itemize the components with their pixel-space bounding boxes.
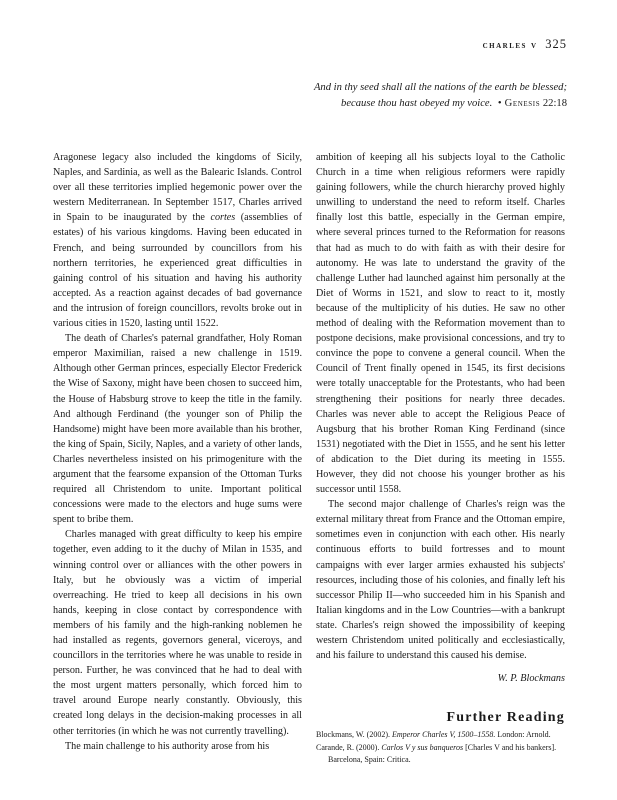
right-column (316, 150, 565, 767)
epigraph-line-2 (247, 96, 567, 112)
left-column (53, 150, 302, 754)
paragraph: The main challenge to his authority arose from his (65, 740, 270, 752)
reference-author: Carande, R. (2000). (316, 742, 382, 752)
running-head (483, 37, 567, 52)
paragraph: The second major challenge of Charles's reign was the external military threat from France and the Ottoman empire, sometimes even in conjunction with each other. His nearly continuous efforts to build fortresses and to mount campaigns with ever larger armies exhausted his subjects' resources, including those of his colonies, and finally left his successor Philip II—who succeeded him in his Spanish and Italian kingdoms and in the Low Countries—with a bankrupt state. Charles's reign showed the impossibility of keeping western Christendom united politically and ecclesiastically, and his failure to understand this caused his demise. (316, 499, 565, 662)
epigraph-line-2-text: because thou hast obeyed my voice. (341, 98, 493, 109)
paragraph: Charles managed with great difficulty to keep his empire together, even adding to it the duchy of Milan in 1535, and winning control over or alliances with the other powers in Italy, but he obviously was a victim of imperial overreaching. He tried to keep all decisions in his own hands, keeping in close contact by correspondence with members of his family and the high-ranking noblemen he had installed as regents, governors general, viceroys, and councillors in the territories where he was unable to reside in person. Further, he was convinced that he had to deal with the most urgent matters personally, which forced him to travel around Europe nearly constantly. Obviously, this created long delays in the decision-making processes in all other territories (in which he was not currently travelling). (53, 529, 302, 737)
author-signature: W. P. Blockmans (497, 673, 565, 685)
running-title: charles v (482, 40, 538, 51)
italic-term: cortes (210, 212, 236, 224)
reference-title: Carlos V y sus banqueros (381, 742, 464, 752)
further-reading-heading: Further Reading (446, 710, 565, 726)
paragraph-text: (assemblies of estates) of his various kingdoms. Having been educated in French, and being surrounded by councillors from his northern territories, he experienced great difficulties in gaining control of his situation and having his authority accepted. As a reaction against decades of bad governance and the intrusion of foreign councillors, revolts broke out in various cities in 1520, lasting until 1522. (53, 212, 302, 330)
paragraph (53, 150, 302, 331)
reference-publisher: [Charles V and his bankers]. Barcelona, Spain: Critica. (328, 742, 557, 765)
epigraph-reference (505, 98, 567, 109)
bullet-icon: • (497, 98, 502, 109)
page-number: 325 (545, 37, 567, 51)
reference-author: Blockmans, W. (2002). (316, 730, 392, 740)
epigraph-line-1: And in thy seed shall all the nations of the earth be blessed; (313, 82, 567, 93)
epigraph-ref-book: Genesis (504, 98, 541, 109)
epigraph (247, 80, 567, 112)
epigraph-ref-chapter: 22:18 (542, 98, 567, 109)
paragraph-text: Aragonese legacy also included the kingdoms of Sicily, Naples, and Sardinia, as well as the Balearic Islands. Control over all these territories implied hegemonic power over the western Mediterranean. In September 1517, Charles arrived in Spain to be inaugurated by the (53, 152, 302, 224)
paragraph: ambition of keeping all his subjects loyal to the Catholic Church in a time when religious reformers were rapidly gaining followers, while the church hierarchy proved highly unwilling to understand the need to reform itself. Charles finally lost this battle, especially in the German empire, where several princes turned to the Reformation for reasons that had as much to do with faith as with their desire for autonomy. He was late to understand the gravity of the challenge Luther had launched against him personally at the Diet of Worms in 1521, and slow to react to it, mostly because of the multiplicity of his duties. He saw no other method of dealing with the Reformation movement than to postpone decisions, make provisional concessions, and try to convince the pope to convene a general council. When the Council of Trent finally opened in 1545, its first decisions were totally unacceptable for the Protestants, who had been strengthening their positions for nearly three decades. Charles was never able to accept the Religious Peace of Augsburg that his brother Roman King Ferdinand (since 1531) negotiated with the Diet in 1555, and he sent his letter of abdication to the Diet during its meeting in 1555. However, they did not choose his younger brother as his successor until 1558. (316, 152, 565, 496)
reference-title: Emperor Charles V, 1500–1558. (392, 730, 496, 740)
reference-entry (316, 742, 565, 767)
paragraph: The death of Charles's paternal grandfather, Holy Roman emperor Maximilian, raised a new challenge in 1519. Although other German princes, especially Elector Frederick the Wise of Saxony, might have been chosen to succeed him, the House of Habsburg strove to keep the title in the family. And although Ferdinand (the younger son of Philip the Handsome) might have been more available than his brother, the king of Spain, Sicily, Naples, and a variety of other lands, Charles nevertheless insisted on his primogeniture with the argument that the fearsome expansion of the Ottoman Turks required all Christendom to unite. Important political concessions were made to the electors and huge sums were spent to bribe them. (53, 333, 302, 526)
reference-entry (316, 729, 565, 741)
reference-publisher: London: Arnold. (495, 730, 551, 740)
